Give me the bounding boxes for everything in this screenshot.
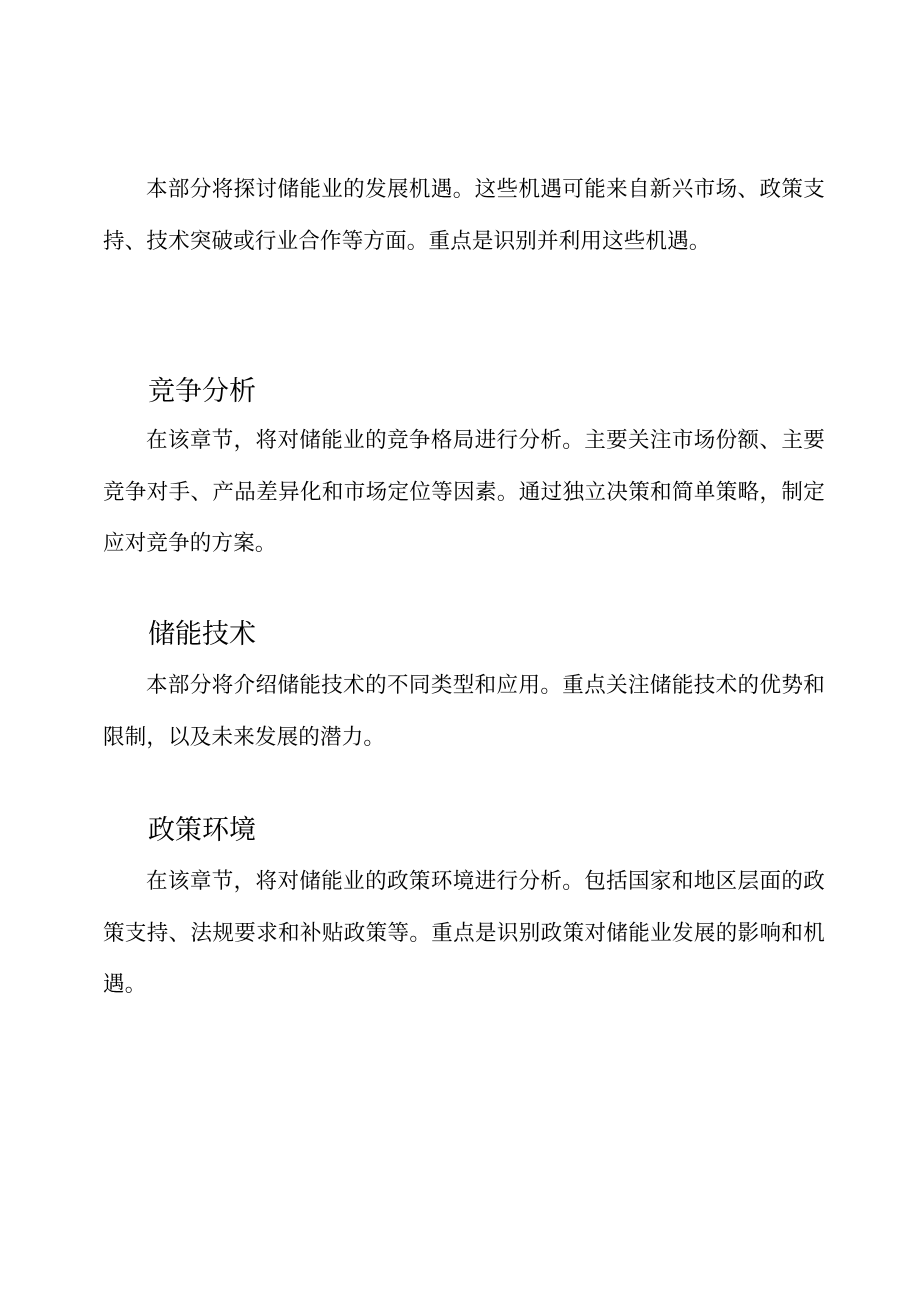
section-heading-competition: 竞争分析 xyxy=(148,376,256,407)
intro-paragraph: 本部分将探讨储能业的发展机遇。这些机遇可能来自新兴市场、政策支持、技术突破或行业合作等方面。重点是识别并利用这些机遇。 xyxy=(103,177,825,254)
section-heading-policy: 政策环境 xyxy=(148,815,256,846)
section-paragraph-competition: 在该章节，将对储能业的竞争格局进行分析。主要关注市场份额、主要竞争对手、产品差异化和市场定位等因素。通过独立决策和简单策略，制定应对竞争的方案。 xyxy=(103,428,825,556)
section-paragraph-policy: 在该章节，将对储能业的政策环境进行分析。包括国家和地区层面的政策支持、法规要求和补贴政策等。重点是识别政策对储能业发展的影响和机遇。 xyxy=(103,869,825,997)
section-heading-technology: 储能技术 xyxy=(148,619,256,650)
section-paragraph-technology: 本部分将介绍储能技术的不同类型和应用。重点关注储能技术的优势和限制，以及未来发展的潜力。 xyxy=(103,673,825,750)
